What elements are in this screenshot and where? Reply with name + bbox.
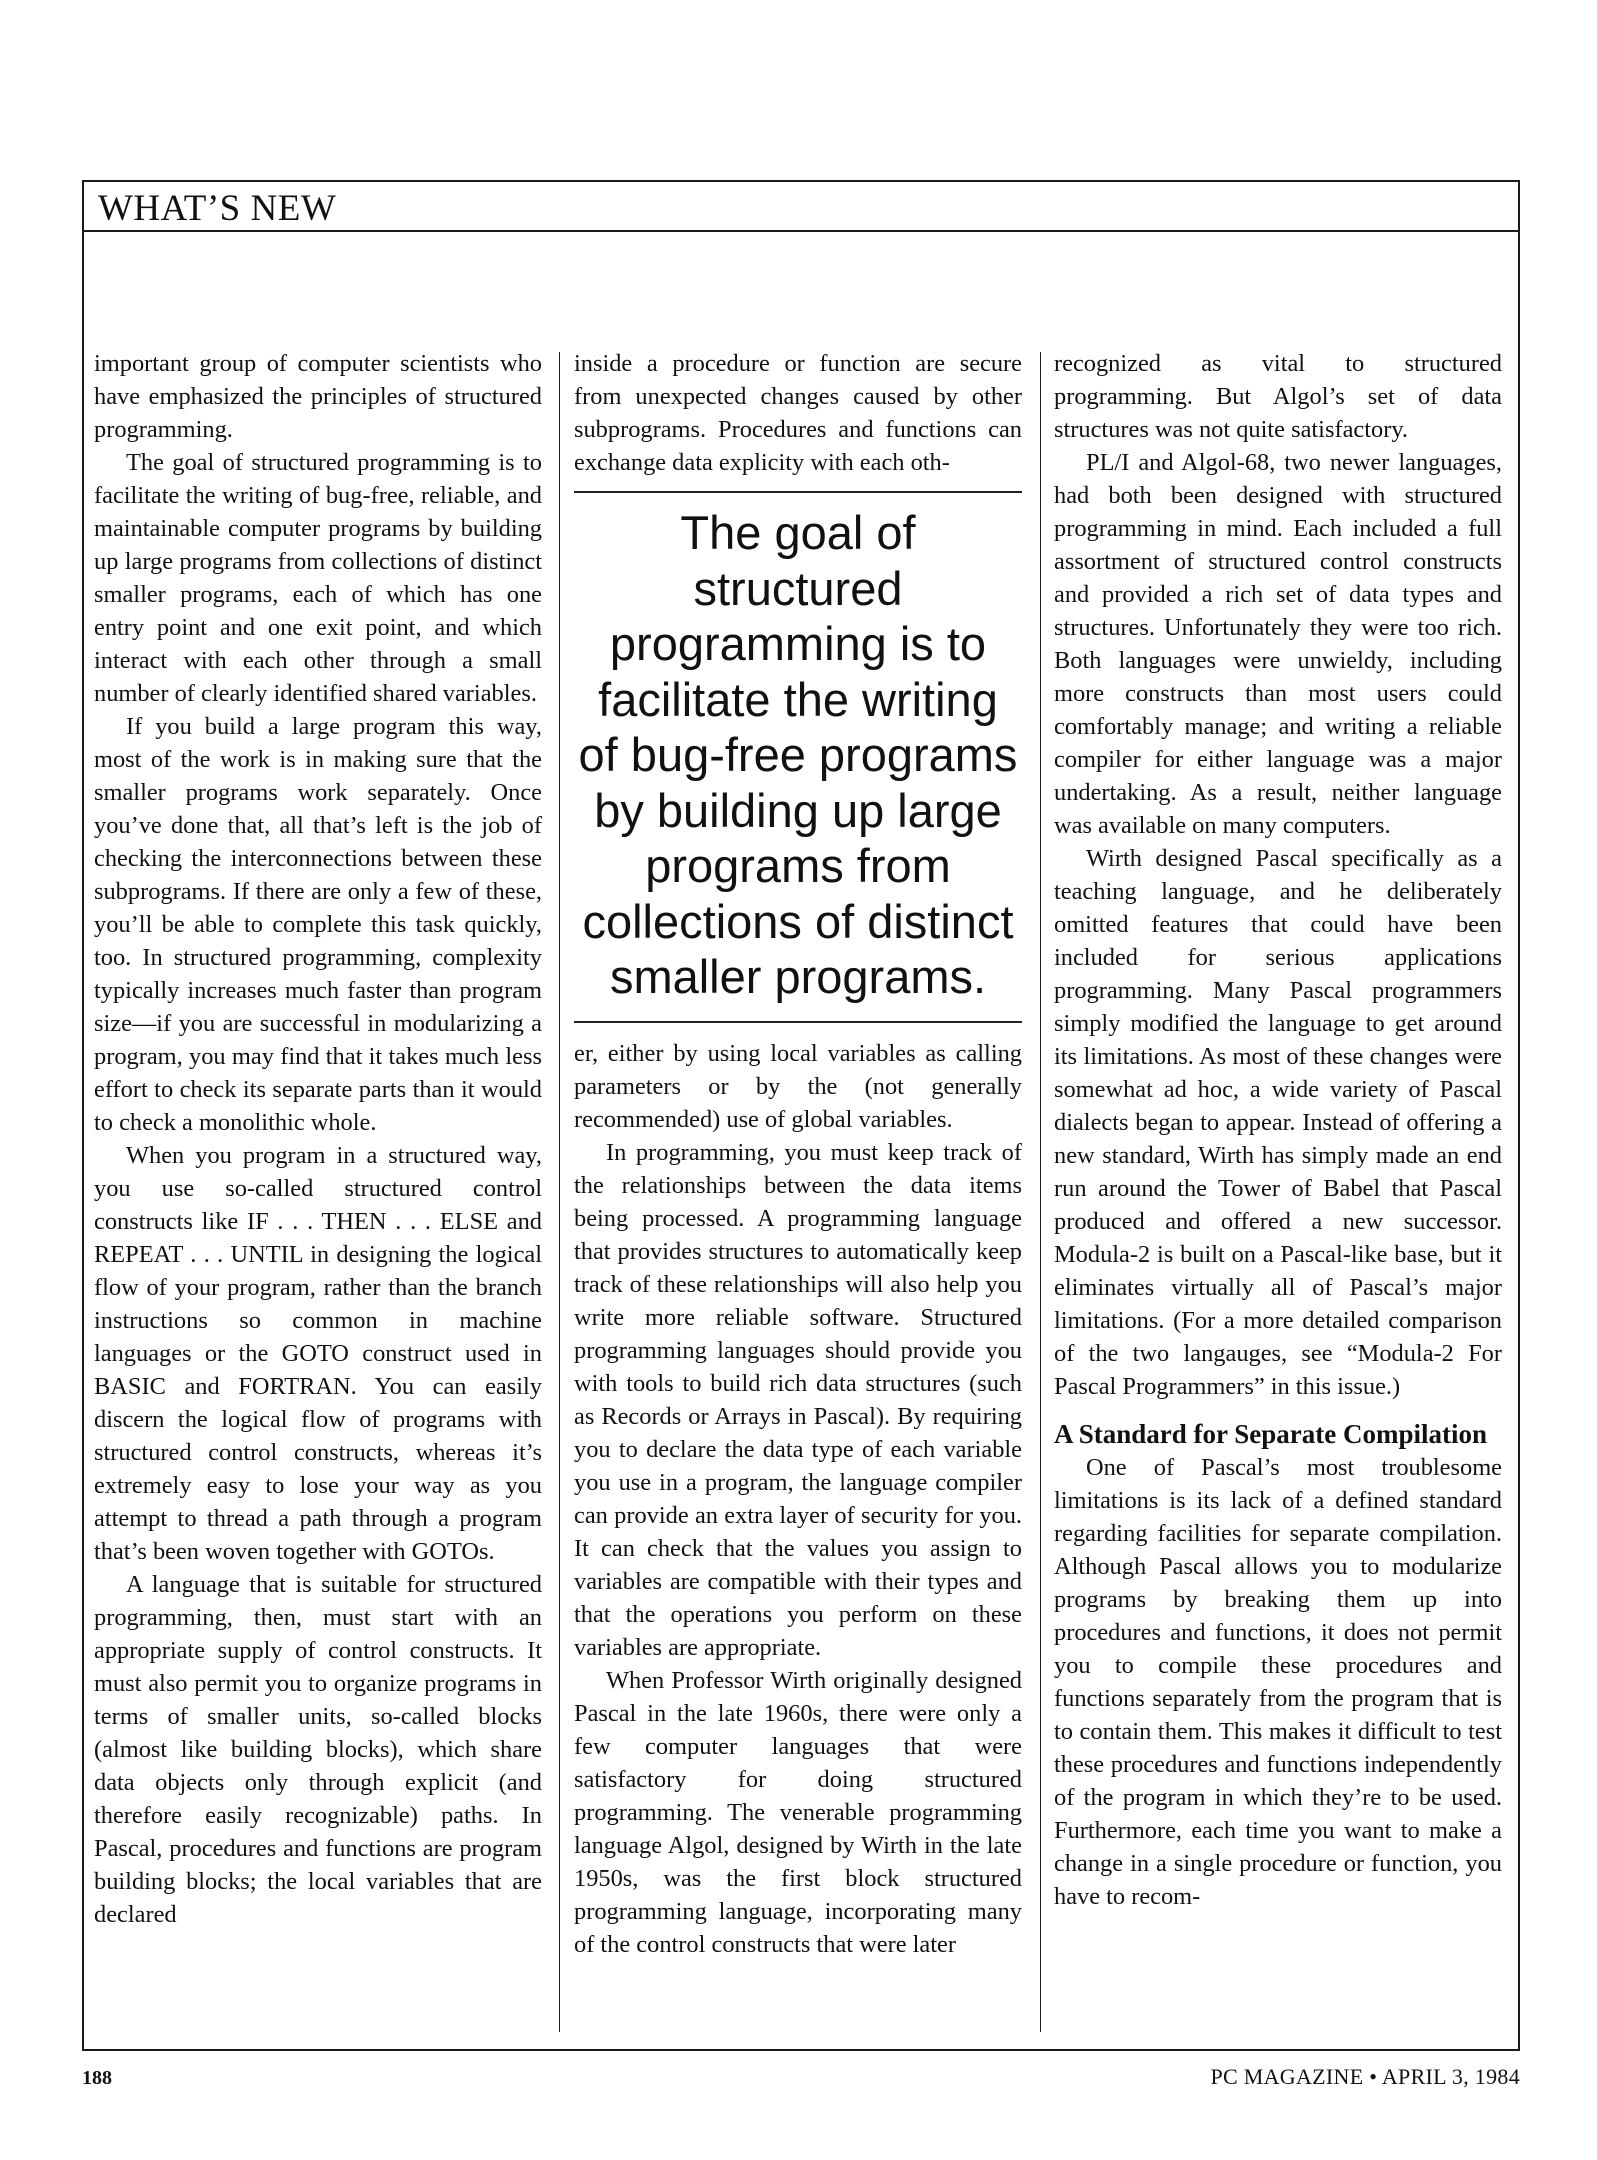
- paragraph: When Professor Wirth originally designed Pascal in the late 1960s, there were only a few computer languages that were satisfactory for doing structured programming. The venerable programming language Algol, designed by Wirth in the late 1950s, was the first block structured programming language, incorporating many of the control constructs that were later: [574, 1666, 1022, 1958]
- column-rule-left: [559, 352, 560, 2032]
- page-number: 188: [82, 2067, 112, 2089]
- paragraph: In programming, you must keep track of the relationships between the data items being processed. A programming language that provides structures to automatically keep track of these relationships will also help you write more reliable software. Structured programming languages should provide you with tools to build rich data structures (such as Records or Arrays in Pascal). By requiring you to declare the data type of each variable you use in a program, the language compiler can provide an extra layer of security for you. It can check that the values you assign to variables are compatible with their types and that the operations you perform on these variables are appropriate.: [574, 1138, 1022, 1661]
- paragraph: The goal of structured programming is to facilitate the writing of bug-free, reliable, and maintainable computer programs by building up large programs from collections of distinct smaller programs, each of which has one entry point and one exit point, and which interact with each other through a small number of clearly identified shared variables.: [94, 449, 542, 707]
- section-header: [84, 182, 1518, 232]
- paragraph: recognized as vital to structured programming. But Algol’s set of data structures was not quite satisfactory.: [1054, 350, 1502, 443]
- paragraph: important group of computer scientists who have emphasized the principles of structured programming.: [94, 350, 542, 443]
- column-3: [1054, 347, 1502, 2037]
- column-2: [574, 347, 1022, 2037]
- section-title: WHAT’S NEW: [98, 188, 337, 229]
- paragraph: A language that is suitable for structured programming, then, must start with an appropriate supply of control constructs. It must also permit you to organize programs in terms of smaller units, so-called blocks (almost like building blocks), which share data objects only through explicit (and therefore easily recognizable) paths. In Pascal, procedures and functions are program building blocks; the local variables that are declared: [94, 1571, 542, 1928]
- paragraph: PL/I and Algol-68, two newer languages, had both been designed with structured programming in mind. Each included a full assortment of structured control constructs and provided a rich set of data types and structures. Unfortunately they were too rich. Both languages were unwieldy, including more constructs than most users could comfortably manage; and writing a reliable compiler for either language was a major undertaking. As a result, neither language was available on many computers.: [1054, 449, 1502, 839]
- paragraph: Wirth designed Pascal specifically as a teaching language, and he deliberately omitted features that could have been included for serious applications programming. Many Pascal programmers simply modified the language to get around its limitations. As most of these changes were somewhat ad hoc, a wide variety of Pascal dialects began to appear. Instead of offering a new standard, Wirth has simply made an end run around the Tower of Babel that Pascal produced and offered a new successor. Modula-2 is built on a Pascal-like base, but it eliminates virtually all of Pascal’s major limitations. (For a more detailed comparison of the two langauges, see “Modula-2 For Pascal Programmers” in this issue.): [1054, 845, 1502, 1400]
- paragraph: When you program in a structured way, you use so-called structured control constructs like IF . . . THEN . . . ELSE and REPEAT . . . UNTIL in designing the logical flow of your program, rather than the branch instructions so common in machine languages or the GOTO construct used in BASIC and FORTRAN. You can easily discern the logical flow of programs with structured control constructs, whereas it’s extremely easy to lose your way as you attempt to thread a path through a program that’s been woven together with GOTOs.: [94, 1142, 542, 1565]
- paragraph: If you build a large program this way, most of the work is in making sure that the smaller programs work separately. Once you’ve done that, all that’s left is the job of checking the interconnections between these subprograms. If there are only a few of these, you’ll be able to complete this task quickly, too. In structured programming, complexity typically increases much faster than program size—if you are successful in modularizing a program, you may find that it takes much less effort to check its separate parts than it would to check a monolithic whole.: [94, 713, 542, 1136]
- paragraph: er, either by using local variables as calling parameters or by the (not generally recommended) use of global variables.: [574, 1039, 1022, 1133]
- pull-quote: The goal of structured programming is to facilitate the writing of bug-free programs by building up large programs from collections of distinct smaller programs.: [574, 491, 1022, 1023]
- paragraph: One of Pascal’s most troublesome limitations is its lack of a defined standard regarding facilities for separate compilation. Although Pascal allows you to modularize programs by breaking them up into procedures and functions, it does not permit you to compile these procedures and functions separately from the program that is to contain them. This makes it difficult to test these procedures and functions independently of the program in which they’re to be used. Furthermore, each time you want to make a change in a single procedure or function, you have to recom-: [1054, 1454, 1502, 1910]
- column-1: [94, 347, 542, 2037]
- article-frame: [82, 180, 1520, 2051]
- subheading: A Standard for Separate Compilation: [1054, 1419, 1488, 1449]
- publication-info: PC MAGAZINE • APRIL 3, 1984: [1210, 2064, 1520, 2089]
- paragraph: inside a procedure or function are secure from unexpected changes caused by other subprograms. Procedures and functions can exchange data explicity with each oth-: [574, 350, 1022, 476]
- column-rule-right: [1040, 352, 1041, 2032]
